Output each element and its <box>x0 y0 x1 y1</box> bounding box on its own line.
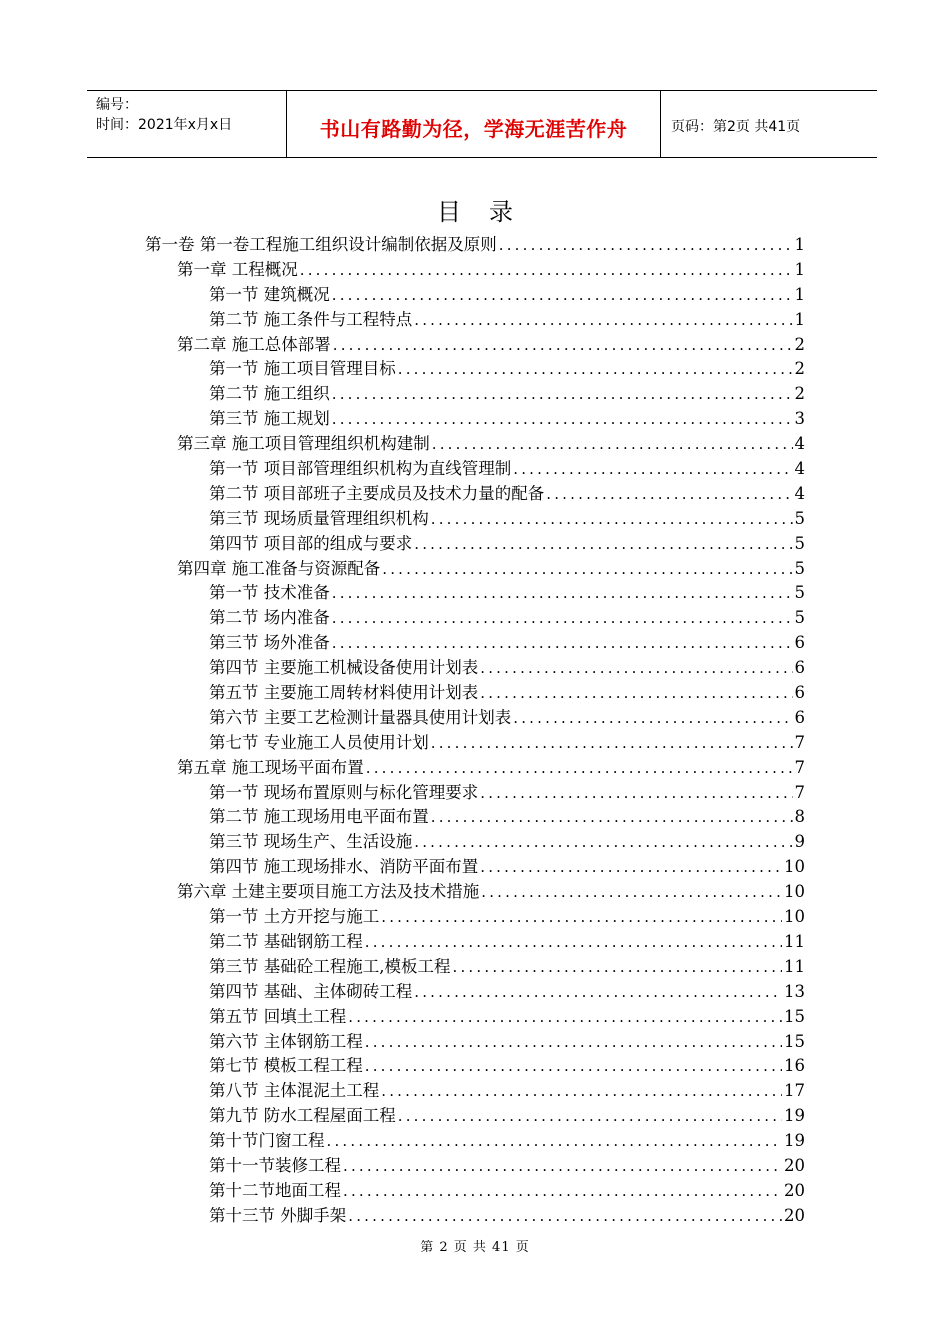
toc-dot-leader <box>365 930 782 955</box>
toc-entry[interactable] <box>145 681 805 706</box>
toc-entry-page-number: 17 <box>784 1081 805 1101</box>
toc-dot-leader <box>333 333 793 358</box>
toc-entry-label: 第三节 场外准备 <box>209 633 330 653</box>
toc-entry-label: 第一卷 第一卷工程施工组织设计编制依据及原则 <box>145 235 497 254</box>
toc-entry[interactable] <box>145 880 805 905</box>
toc-entry-label: 第二节 施工组织 <box>209 384 330 404</box>
toc-entry[interactable] <box>145 1005 805 1030</box>
toc-entry-label: 第五节 回填土工程 <box>209 1006 347 1026</box>
toc-entry-label: 第二节 场内准备 <box>209 608 330 628</box>
toc-entry[interactable] <box>145 457 805 482</box>
toc-entry-page-number: 5 <box>794 583 805 603</box>
toc-dot-leader <box>343 1179 782 1204</box>
toc-entry-page-number: 5 <box>794 508 805 528</box>
toc-entry-label: 第七节 专业施工人员使用计划 <box>209 732 429 752</box>
toc-entry-label: 第三章 施工项目管理组织机构建制 <box>177 434 430 454</box>
toc-dot-leader <box>365 1030 782 1055</box>
toc-dot-leader <box>480 656 792 681</box>
toc-entry[interactable] <box>145 756 805 781</box>
toc-entry-label: 第二节 施工现场用电平面布置 <box>209 807 429 827</box>
toc-entry-label: 第一节 项目部管理组织机构为直线管理制 <box>209 459 512 479</box>
toc-entry[interactable] <box>145 1129 805 1154</box>
toc-dot-leader <box>348 1204 782 1229</box>
toc-dot-leader <box>414 830 792 855</box>
toc-entry-page-number: 10 <box>784 857 805 877</box>
toc-entry-page-number: 11 <box>784 956 805 976</box>
toc-entry[interactable] <box>145 631 805 656</box>
toc-entry[interactable] <box>145 432 805 457</box>
toc-entry-page-number: 10 <box>784 907 805 927</box>
toc-dot-leader <box>546 482 792 507</box>
toc-entry-label: 第二节 基础钢筋工程 <box>209 931 363 951</box>
toc-entry-page-number: 4 <box>794 434 805 454</box>
toc-entry-label: 第六章 土建主要项目施工方法及技术措施 <box>177 882 480 902</box>
toc-entry-page-number: 6 <box>794 683 805 703</box>
toc-entry-page-number: 6 <box>794 707 805 727</box>
toc-entry-page-number: 15 <box>784 1031 805 1051</box>
toc-dot-leader <box>332 631 793 656</box>
toc-entry-label: 第八节 主体混泥土工程 <box>209 1081 380 1101</box>
toc-entry[interactable] <box>145 507 805 532</box>
toc-dot-leader <box>327 1129 783 1154</box>
toc-entry[interactable] <box>145 581 805 606</box>
toc-entry[interactable] <box>145 781 805 806</box>
toc-entry-label: 第一节 施工项目管理目标 <box>209 359 396 379</box>
toc-entry-page-number: 6 <box>794 633 805 653</box>
toc-entry[interactable] <box>145 980 805 1005</box>
toc-entry-page-number: 5 <box>794 608 805 628</box>
toc-dot-leader <box>332 407 793 432</box>
toc-dot-leader <box>481 880 782 905</box>
toc-entry-label: 第四节 基础、主体砌砖工程 <box>209 981 413 1001</box>
toc-dot-leader <box>365 1054 782 1079</box>
toc-entry-label: 第六节 主要工艺检测计量器具使用计划表 <box>209 707 512 727</box>
toc-entry-label: 第十节门窗工程 <box>209 1131 325 1151</box>
toc-entry[interactable] <box>145 308 805 333</box>
toc-entry-page-number: 11 <box>784 931 805 951</box>
toc-entry-page-number: 13 <box>784 981 805 1001</box>
toc-entry[interactable] <box>145 830 805 855</box>
motto-text: 书山有路勤为径，学海无涯苦作舟 <box>319 116 628 141</box>
toc-entry-page-number: 1 <box>794 259 805 279</box>
toc-entry-label: 第十一节装修工程 <box>209 1155 341 1175</box>
toc-dot-leader <box>414 980 782 1005</box>
toc-entry-page-number: 20 <box>784 1155 805 1175</box>
toc-dot-leader <box>513 706 792 731</box>
toc-entry[interactable] <box>145 1179 805 1204</box>
toc-title: 目录 <box>437 198 541 226</box>
toc-dot-leader <box>332 606 793 631</box>
toc-entry[interactable] <box>145 706 805 731</box>
toc-entry-label: 第四节 主要施工机械设备使用计划表 <box>209 658 479 678</box>
toc-entry[interactable] <box>145 233 805 258</box>
toc-entry-label: 第四节 施工现场排水、消防平面布置 <box>209 857 479 877</box>
toc-entry-page-number: 4 <box>794 459 805 479</box>
toc-entry[interactable] <box>145 283 805 308</box>
toc-entry[interactable] <box>145 1079 805 1104</box>
toc-entry[interactable] <box>145 805 805 830</box>
toc-entry-label: 第十二节地面工程 <box>209 1180 341 1200</box>
toc-entry-label: 第一节 建筑概况 <box>209 284 330 304</box>
toc-entry[interactable] <box>145 1154 805 1179</box>
toc-entry-page-number: 1 <box>794 235 805 254</box>
toc-dot-leader <box>366 756 793 781</box>
toc-dot-leader <box>398 357 793 382</box>
toc-entry-page-number: 7 <box>794 732 805 752</box>
header-page-cell <box>661 91 877 157</box>
toc-dot-leader <box>414 308 792 333</box>
header-motto <box>287 91 661 157</box>
toc-entry-label: 第一节 技术准备 <box>209 583 330 603</box>
toc-entry-page-number: 16 <box>784 1056 805 1076</box>
toc-entry-label: 第一章 工程概况 <box>177 259 298 279</box>
toc-entry-label: 第二节 项目部班子主要成员及技术力量的配备 <box>209 483 545 503</box>
toc-entry-label: 第五章 施工现场平面布置 <box>177 757 364 777</box>
toc-entry[interactable] <box>145 606 805 631</box>
toc-dot-leader <box>332 581 793 606</box>
toc-dot-leader <box>480 855 782 880</box>
toc-entry-page-number: 5 <box>794 533 805 553</box>
toc-entry-page-number: 19 <box>784 1106 805 1126</box>
toc-entry[interactable] <box>145 557 805 582</box>
toc-entry-label: 第七节 模板工程工程 <box>209 1056 363 1076</box>
header-page-label: 页码：第2页 共41页 <box>671 119 801 135</box>
toc-dot-leader <box>300 258 793 283</box>
toc-entry-label: 第九节 防水工程屋面工程 <box>209 1106 396 1126</box>
toc-entry[interactable] <box>145 357 805 382</box>
toc-dot-leader <box>431 507 793 532</box>
toc-entry-page-number: 10 <box>784 882 805 902</box>
toc-dot-leader <box>332 283 793 308</box>
toc-entry-label: 第三节 施工规划 <box>209 409 330 429</box>
toc-dot-leader <box>513 457 792 482</box>
toc-dot-leader <box>398 1104 782 1129</box>
toc-dot-leader <box>499 233 793 258</box>
toc-dot-leader <box>480 681 792 706</box>
toc-entry-label: 第五节 主要施工周转材料使用计划表 <box>209 683 479 703</box>
toc-entry[interactable] <box>145 333 805 358</box>
toc-entry-page-number: 1 <box>794 309 805 329</box>
toc-entry-page-number: 4 <box>794 483 805 503</box>
toc-entry-label: 第四章 施工准备与资源配备 <box>177 558 381 578</box>
toc-dot-leader <box>414 532 792 557</box>
toc-entry-page-number: 9 <box>794 832 805 852</box>
toc-entry-page-number: 7 <box>794 782 805 802</box>
toc-entry-page-number: 20 <box>784 1205 805 1225</box>
toc-entry-page-number: 15 <box>784 1006 805 1026</box>
toc-entry-page-number: 6 <box>794 658 805 678</box>
toc-entry[interactable] <box>145 656 805 681</box>
toc-entry-page-number: 5 <box>794 558 805 578</box>
toc-entry[interactable] <box>145 258 805 283</box>
toc-entry-label: 第二节 施工条件与工程特点 <box>209 309 413 329</box>
toc-entry-page-number: 3 <box>794 409 805 429</box>
toc-dot-leader <box>348 1005 782 1030</box>
toc-dot-leader <box>381 1079 782 1104</box>
toc-entry-page-number: 19 <box>784 1131 805 1151</box>
header-meta-cell <box>87 91 287 157</box>
toc-entry[interactable] <box>145 855 805 880</box>
toc-entry[interactable] <box>145 955 805 980</box>
table-of-contents <box>145 233 805 1229</box>
toc-dot-leader <box>431 805 793 830</box>
toc-entry[interactable] <box>145 731 805 756</box>
toc-entry-label: 第六节 主体钢筋工程 <box>209 1031 363 1051</box>
toc-entry-page-number: 1 <box>794 284 805 304</box>
toc-dot-leader <box>480 781 792 806</box>
toc-dot-leader <box>343 1154 782 1179</box>
toc-entry-label: 第三节 现场生产、生活设施 <box>209 832 413 852</box>
page-footer: 第 2 页 共 41 页 <box>420 1240 530 1255</box>
toc-dot-leader <box>382 557 792 582</box>
toc-entry-page-number: 8 <box>794 807 805 827</box>
toc-entry-page-number: 7 <box>794 757 805 777</box>
toc-entry-page-number: 20 <box>784 1180 805 1200</box>
toc-dot-leader <box>453 955 783 980</box>
document-date-label: 时间：2021年x月x日 <box>96 117 233 133</box>
toc-entry-label: 第一节 现场布置原则与标化管理要求 <box>209 782 479 802</box>
toc-entry[interactable] <box>145 930 805 955</box>
toc-entry[interactable] <box>145 407 805 432</box>
document-number-label: 编号： <box>96 97 138 113</box>
toc-entry[interactable] <box>145 382 805 407</box>
toc-entry-label: 第二章 施工总体部署 <box>177 334 331 354</box>
toc-entry-label: 第四节 项目部的组成与要求 <box>209 533 413 553</box>
toc-dot-leader <box>332 382 793 407</box>
toc-entry-label: 第三节 现场质量管理组织机构 <box>209 508 429 528</box>
toc-entry[interactable] <box>145 482 805 507</box>
toc-dot-leader <box>432 432 793 457</box>
toc-entry[interactable] <box>145 1104 805 1129</box>
toc-dot-leader <box>381 905 782 930</box>
toc-entry-label: 第三节 基础砼工程施工,模板工程 <box>209 956 451 976</box>
toc-entry-label: 第一节 土方开挖与施工 <box>209 907 380 927</box>
toc-entry[interactable] <box>145 532 805 557</box>
toc-dot-leader <box>431 731 793 756</box>
toc-entry-page-number: 2 <box>794 384 805 404</box>
toc-entry[interactable] <box>145 1204 805 1229</box>
toc-entry[interactable] <box>145 905 805 930</box>
toc-entry-label: 第十三节 外脚手架 <box>209 1205 347 1225</box>
toc-entry[interactable] <box>145 1054 805 1079</box>
toc-entry-page-number: 2 <box>794 334 805 354</box>
page-header <box>87 90 877 158</box>
toc-entry-page-number: 2 <box>794 359 805 379</box>
toc-entry[interactable] <box>145 1030 805 1055</box>
